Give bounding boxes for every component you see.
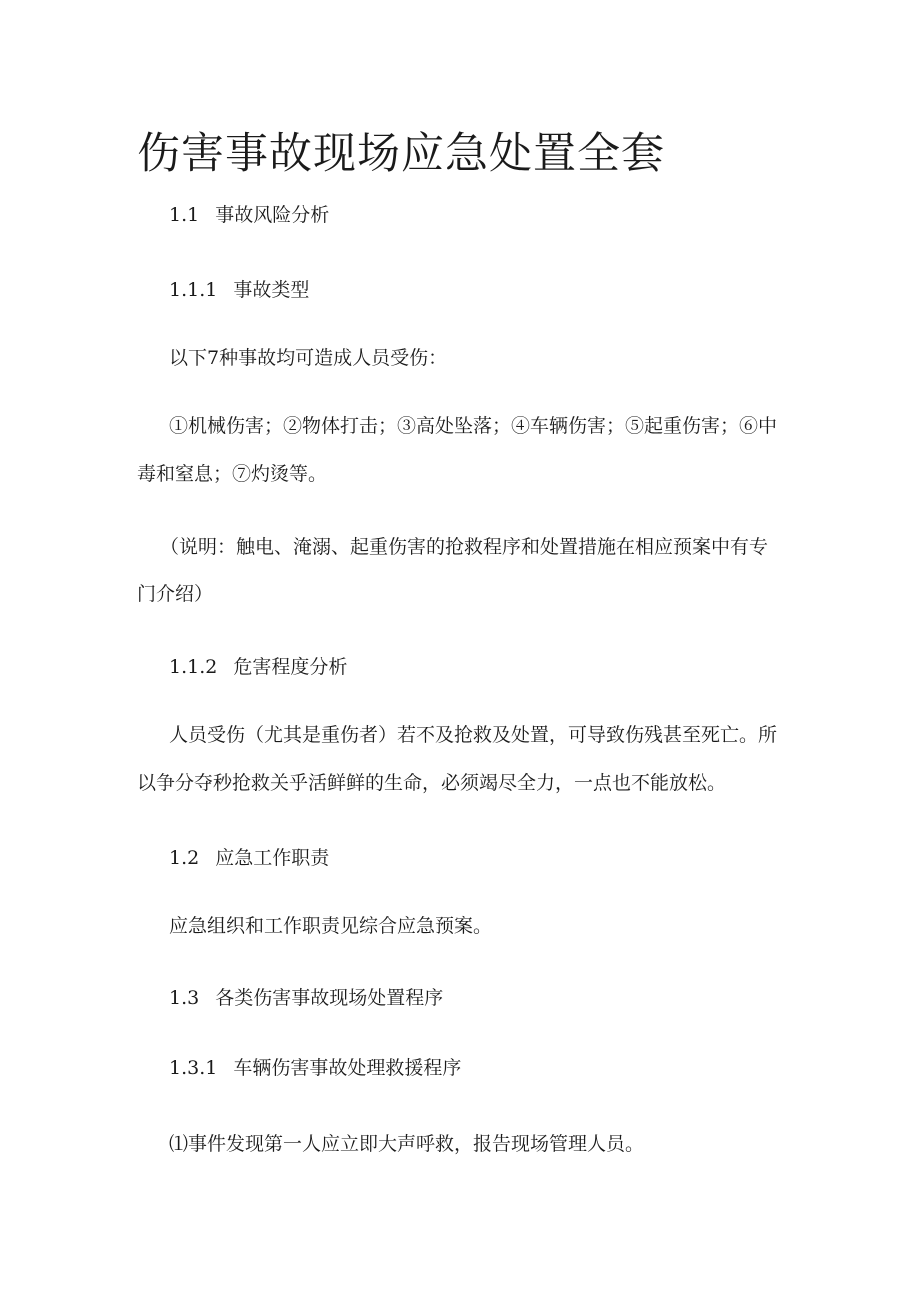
paragraph-step-1: ⑴事件发现第一人应立即大声呼救，报告现场管理人员。 [169,1133,645,1155]
heading-number: 1.1.2 [169,656,218,678]
paragraph-note-line-1: （说明：触电、淹溺、起重伤害的抢救程序和处置措施在相应预案中有专 [160,536,769,558]
paragraph-duties: 应急组织和工作职责见综合应急预案。 [169,915,493,937]
heading-1-3 [169,986,443,1010]
paragraph-harm-line-1: 人员受伤（尤其是重伤者）若不及抢救及处置，可导致伤残甚至死亡。所 [169,724,778,746]
heading-1-1-2 [169,655,347,679]
heading-number: 1.1 [169,204,200,226]
heading-number: 1.3.1 [169,1057,218,1079]
heading-text: 危害程度分析 [233,656,348,678]
heading-text: 事故类型 [233,279,310,301]
document-title: 伤害事故现场应急处置全套 [137,129,665,179]
heading-number: 1.2 [169,847,200,869]
heading-text: 车辆伤害事故处理救援程序 [233,1057,462,1079]
heading-text: 应急工作职责 [215,847,330,869]
heading-number: 1.1.1 [169,279,218,301]
paragraph-types-line-1: ①机械伤害；②物体打击；③高处坠落；④车辆伤害；⑤起重伤害；⑥中 [169,415,778,437]
heading-1-1 [169,203,329,227]
heading-text: 各类伤害事故现场处置程序 [215,987,444,1009]
heading-1-1-1 [169,278,309,302]
heading-number: 1.3 [169,987,200,1009]
paragraph-note-line-2: 门介绍） [137,583,214,605]
heading-1-3-1 [169,1056,461,1080]
paragraph-types-line-2: 毒和窒息；⑦灼烫等。 [137,463,328,485]
heading-1-2 [169,846,329,870]
paragraph-harm-line-2: 以争分夺秒抢救关乎活鲜鲜的生命，必须竭尽全力，一点也不能放松。 [137,772,727,794]
paragraph-intro: 以下7种事故均可造成人员受伤： [169,347,448,369]
heading-text: 事故风险分析 [215,204,330,226]
